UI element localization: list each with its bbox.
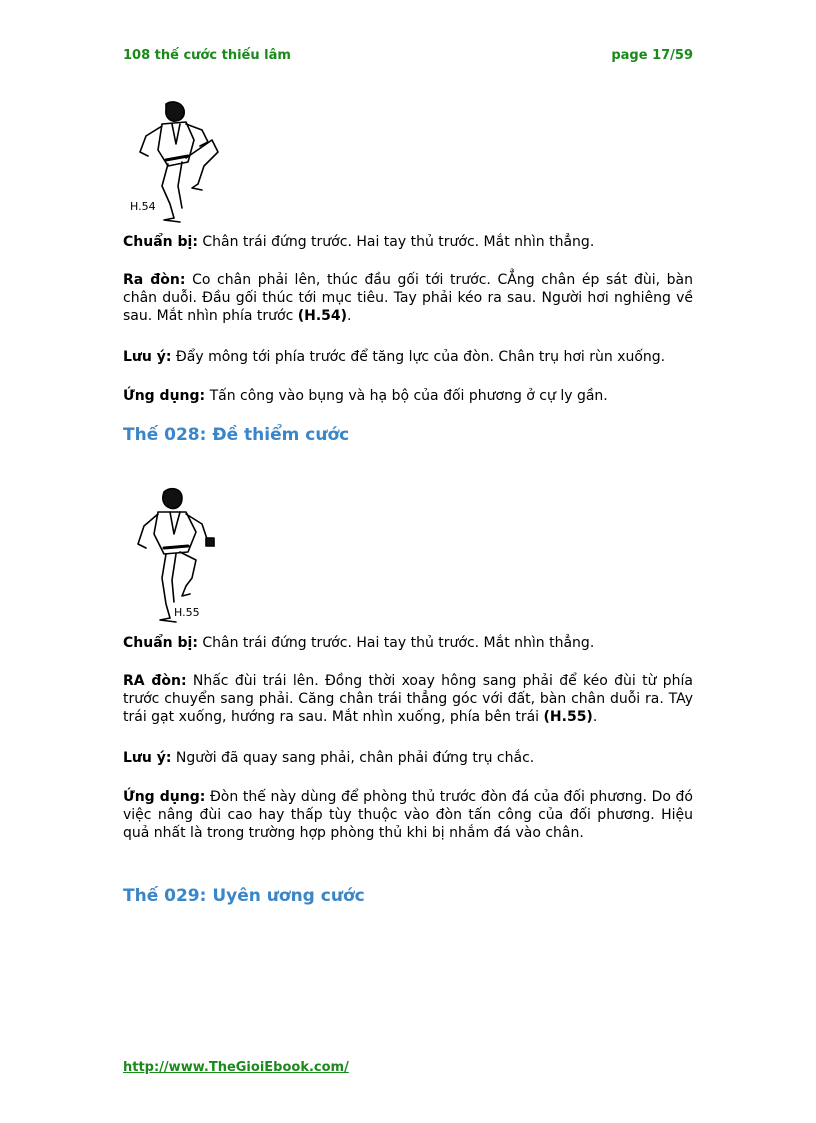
section-heading-028: Thế 028: Đề thiểm cước (123, 425, 350, 445)
footer-link[interactable]: http://www.TheGioiEbook.com/ (123, 1060, 349, 1075)
note-paragraph-1: Lưu ý: Đẩy mông tới phía trước để tăng lực của đòn. Chân trụ hơi rùn xuống. (123, 349, 666, 365)
figure-knee-strike (128, 100, 228, 225)
note-label: Lưu ý: (123, 349, 172, 365)
preparation-label: Chuẩn bị: (123, 635, 198, 651)
note-label: Lưu ý: (123, 750, 172, 766)
figure-label: H.55 (174, 606, 200, 619)
note-paragraph-2: Lưu ý: Người đã quay sang phải, chân phải đứng trụ chắc. (123, 750, 535, 766)
execution-label: Ra đòn: (123, 272, 186, 288)
execution-label: RA đòn: (123, 673, 187, 689)
application-label: Ứng dụng: (123, 388, 206, 404)
deflect-kick-illustration (130, 486, 225, 626)
preparation-paragraph-1: Chuẩn bị: Chân trái đứng trước. Hai tay thủ trước. Mắt nhìn thẳng. (123, 234, 595, 250)
preparation-label: Chuẩn bị: (123, 234, 198, 250)
figure-deflect-kick (130, 486, 225, 626)
application-paragraph-2: Ứng dụng: Đòn thế này dùng để phòng thủ trước đòn đá của đối phương. Do đó việc nâng đùi cao hay thấp tùy thuộc vào đòn tấn công của đối phương. Hiệu quả nhất là trong trường hợp phòng thủ khi bị nhắm đá vào chân. (123, 789, 693, 841)
application-label: Ứng dụng: (123, 789, 206, 805)
figure-label: H.54 (130, 200, 156, 213)
section-heading-029: Thế 029: Uyên ương cước (123, 886, 365, 906)
execution-paragraph-1: Ra đòn: Co chân phải lên, thúc đầu gối tới trước. CẲng chân ép sát đùi, bàn chân duỗi. Đầu gối thúc tới mục tiêu. Tay phải kéo ra sau. Người hơi nghiêng về sau. Mắt nhìn phía trước (H.54). (123, 272, 693, 324)
execution-paragraph-2: RA đòn: Nhấc đùi trái lên. Đồng thời xoay hông sang phải để kéo đùi từ phía trước chuyển sang phải. Căng chân trái thẳng góc với đất, bàn chân duỗi ra. TAy trái gạt xuống, hướng ra sau. Mắt nhìn xuống, phía bên trái (H.55). (123, 673, 693, 725)
page-number: page 17/59 (611, 48, 693, 63)
application-paragraph-1: Ứng dụng: Tấn công vào bụng và hạ bộ của đối phương ở cự ly gần. (123, 388, 608, 404)
preparation-paragraph-2: Chuẩn bị: Chân trái đứng trước. Hai tay thủ trước. Mắt nhìn thẳng. (123, 635, 595, 651)
document-title: 108 thế cước thiếu lâm (123, 48, 291, 63)
